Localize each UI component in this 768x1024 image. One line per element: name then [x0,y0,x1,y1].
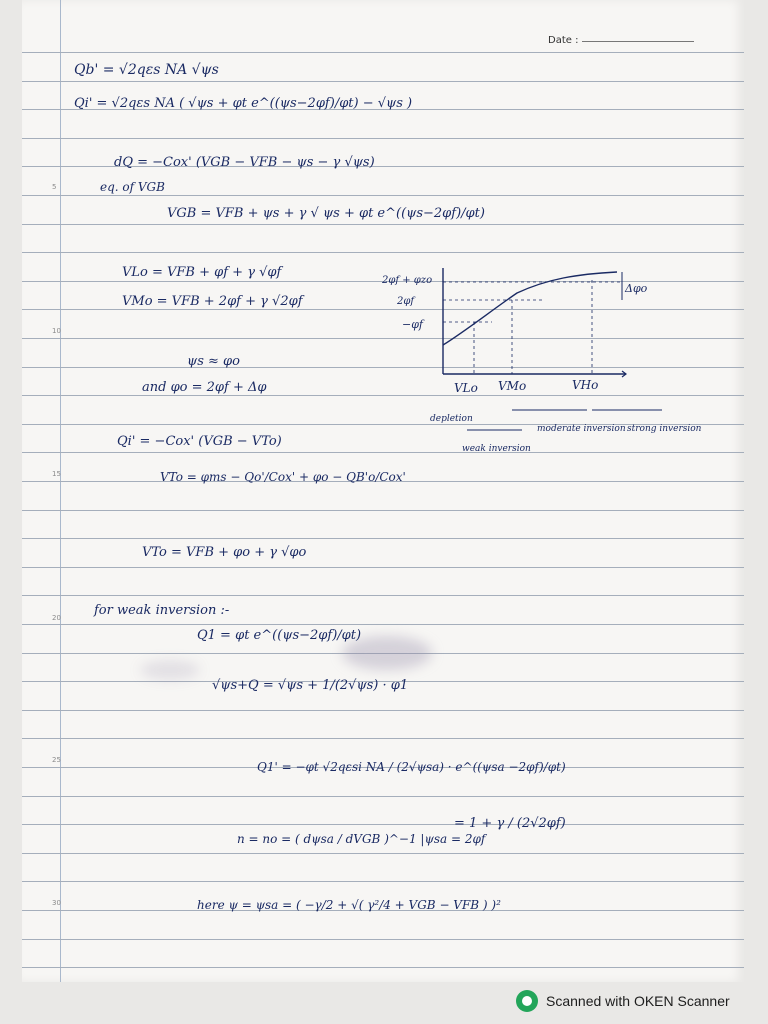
note-line: Qb' = √2qεs NA √ψs [74,62,219,78]
note-line: Q1' = −φt √2qεsi NA / (2√ψsa) · e^((ψsa −2φf)/φt) [257,760,566,774]
line-number: 30 [52,899,61,907]
note-line: √ψs+Q = √ψs + 1/(2√ψs) · φ1 [212,678,409,693]
note-line: for weak inversion :- [94,603,230,618]
note-line: VGB = VFB + ψs + γ √ ψs + φt e^((ψs−2φf)/φt) [167,206,485,221]
surface-potential-curve [443,272,617,345]
note-line: here ψ = ψsa = ( −γ/2 + √( γ²/4 + VGB − VFB ) )² [197,898,501,912]
note-line: eq. of VGB [100,180,165,194]
line-number: 25 [52,756,61,764]
graph-x-label: VMo [498,379,527,393]
note-line: = 1 + γ / (2√2φf) [454,816,566,831]
scanner-logo-icon [516,990,538,1012]
note-line: and φo = 2φf + Δφ [142,380,267,395]
note-line: ψs ≈ φo [187,354,240,369]
line-number: 10 [52,327,61,335]
graph-y-label: −φf [402,318,423,331]
line-number: 5 [52,183,57,191]
note-line: VTo = φms − Qo'/Cox' + φo − QB'o/Cox' [160,470,406,484]
graph-region-label: depletion [430,414,473,424]
note-line: VLo = VFB + φf + γ √φf [122,265,282,280]
note-line: dQ = −Cox' (VGB − VFB − ψs − γ √ψs) [114,155,375,170]
note-line: Qi' = −Cox' (VGB − VTo) [117,434,282,449]
note-line: Q1 = φt e^((ψs−2φf)/φt) [197,628,362,643]
line-number: 20 [52,614,61,622]
note-line: VTo = VFB + φo + γ √φo [142,545,307,560]
note-line: n = no = ( dψsa / dVGB )^−1 |ψsa = 2φf [237,832,486,846]
graph-y-label: 2φf + φzo [382,275,433,286]
note-line: VMo = VFB + 2φf + γ √2φf [122,294,303,309]
graph-y-label: 2φf [397,296,415,307]
date-label: Date : [548,35,579,46]
inversion-sketch-graph [22,0,744,982]
line-number: 15 [52,470,61,478]
scanner-text: Scanned with OKEN Scanner [546,993,730,1009]
graph-x-label: VHo [572,378,599,392]
graph-x-label: VLo [454,381,478,395]
scanner-watermark [516,990,730,1012]
graph-region-label: strong inversion [627,424,702,434]
graph-region-label: weak inversion [462,444,531,454]
note-line: Qi' = √2qεs NA ( √ψs + φt e^((ψs−2φf)/φt) − √ψs ) [74,96,413,111]
notebook-page [22,0,744,982]
graph-region-label: moderate inversion [537,424,626,434]
graph-delta-label: Δφo [625,282,648,295]
